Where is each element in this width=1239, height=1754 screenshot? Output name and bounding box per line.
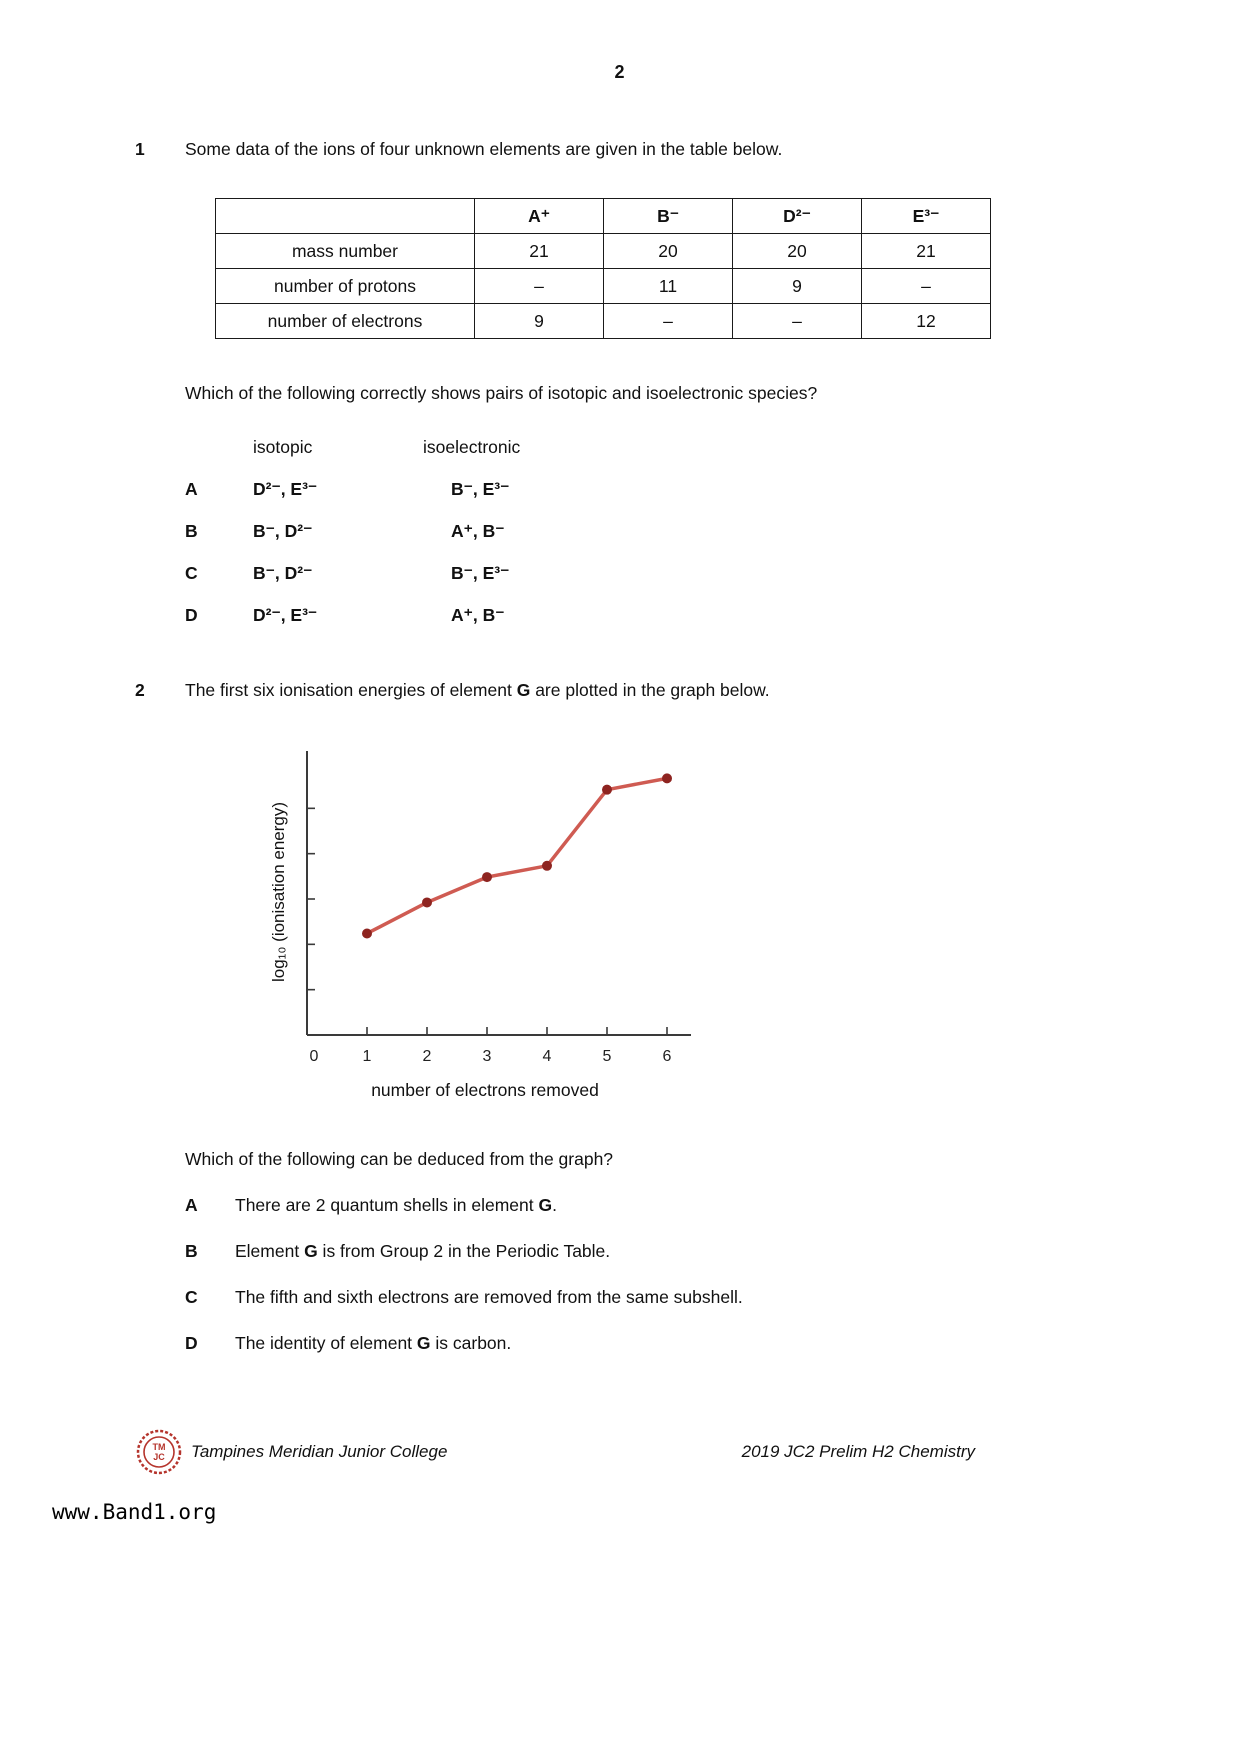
svg-text:2: 2 [422, 1048, 432, 1065]
question-2-prompt: Which of the following can be deduced from the graph? [185, 1149, 614, 1169]
page-number: 2 [614, 62, 625, 82]
option-letter: A [185, 1195, 198, 1215]
question-1-prompt: Which of the following correctly shows pairs of isotopic and isoelectronic species? [185, 383, 818, 403]
option-isotopic-pair: B⁻, D²⁻ [253, 521, 313, 541]
cell: 20 [733, 234, 862, 269]
svg-text:4: 4 [542, 1048, 552, 1065]
svg-text:JC: JC [153, 1452, 165, 1462]
q1-choices-header [185, 434, 1239, 460]
svg-text:6: 6 [662, 1048, 672, 1065]
cell: 21 [475, 234, 604, 269]
q2-option-a [185, 1194, 1129, 1216]
q2-option-c [185, 1286, 1129, 1308]
option-letter: C [185, 1287, 198, 1307]
svg-text:0: 0 [309, 1048, 319, 1065]
isoelectronic-header: isoelectronic [423, 437, 521, 457]
question-1-intro: Some data of the ions of four unknown elements are given in the table below. [185, 139, 783, 159]
svg-text:3: 3 [482, 1048, 492, 1065]
watermark-url: www.Band1.org [52, 1500, 217, 1524]
table-col-header-d: D²⁻ [733, 199, 862, 234]
table-row [216, 269, 991, 304]
option-isoelectronic-pair: A⁺, B⁻ [451, 521, 505, 541]
option-letter: A [185, 479, 198, 499]
cell: – [733, 304, 862, 339]
question-2 [135, 680, 1119, 701]
chart-y-axis-label: log₁₀ (ionisation energy) [269, 801, 288, 983]
svg-text:TM: TM [152, 1442, 166, 1452]
question-2-intro: The first six ionisation energies of element G are plotted in the graph below. [185, 680, 770, 700]
option-text: The fifth and sixth electrons are removed from the same subshell. [235, 1287, 743, 1307]
table-corner-cell [216, 199, 475, 234]
table-header-row [216, 199, 991, 234]
option-isoelectronic-pair: B⁻, E³⁻ [451, 563, 510, 583]
question-1 [135, 139, 1119, 160]
table-row [216, 304, 991, 339]
chart-plot-area [265, 739, 705, 1073]
q1-option-c [185, 560, 1239, 586]
q1-option-d [185, 602, 1239, 628]
svg-text:5: 5 [602, 1048, 612, 1065]
cell: 9 [733, 269, 862, 304]
row-label-mass-number: mass number [216, 234, 475, 269]
ion-data-table [215, 198, 991, 339]
option-isotopic-pair: D²⁻, E³⁻ [253, 479, 318, 499]
cell: 11 [604, 269, 733, 304]
option-isoelectronic-pair: A⁺, B⁻ [451, 605, 505, 625]
q1-option-a [185, 476, 1239, 502]
option-letter: C [185, 563, 198, 583]
option-isoelectronic-pair: B⁻, E³⁻ [451, 479, 510, 499]
chart-x-axis-label: number of electrons removed [371, 1080, 599, 1100]
option-isotopic-pair: B⁻, D²⁻ [253, 563, 313, 583]
option-text: The identity of element G is carbon. [235, 1333, 512, 1353]
question-2-number: 2 [135, 680, 145, 700]
q2-option-b [185, 1240, 1129, 1262]
college-name: Tampines Meridian Junior College [191, 1442, 448, 1461]
cell: – [604, 304, 733, 339]
svg-text:1: 1 [362, 1048, 372, 1065]
q2-option-d [185, 1332, 1129, 1354]
row-label-protons: number of protons [216, 269, 475, 304]
option-isotopic-pair: D²⁻, E³⁻ [253, 605, 318, 625]
option-letter: D [185, 605, 198, 625]
question-1-number: 1 [135, 139, 145, 159]
table-col-header-b: B⁻ [604, 199, 733, 234]
exam-title: 2019 JC2 Prelim H2 Chemistry [741, 1442, 975, 1461]
cell: 21 [862, 234, 991, 269]
table-col-header-e: E³⁻ [862, 199, 991, 234]
cell: 12 [862, 304, 991, 339]
isotopic-header: isotopic [253, 437, 313, 457]
option-text: Element G is from Group 2 in the Periodic Table. [235, 1241, 611, 1261]
cell: 20 [604, 234, 733, 269]
cell: 9 [475, 304, 604, 339]
option-text: There are 2 quantum shells in element G. [235, 1195, 557, 1215]
q1-option-b [185, 518, 1239, 544]
page-footer [135, 1428, 975, 1476]
tmjc-logo-icon [135, 1428, 183, 1476]
option-letter: B [185, 521, 198, 541]
option-letter: B [185, 1241, 198, 1261]
ionisation-energy-chart [265, 739, 705, 1101]
cell: – [475, 269, 604, 304]
table-row [216, 234, 991, 269]
row-label-electrons: number of electrons [216, 304, 475, 339]
option-letter: D [185, 1333, 198, 1353]
q1-choices [185, 434, 1239, 628]
table-col-header-a: A⁺ [475, 199, 604, 234]
cell: – [862, 269, 991, 304]
